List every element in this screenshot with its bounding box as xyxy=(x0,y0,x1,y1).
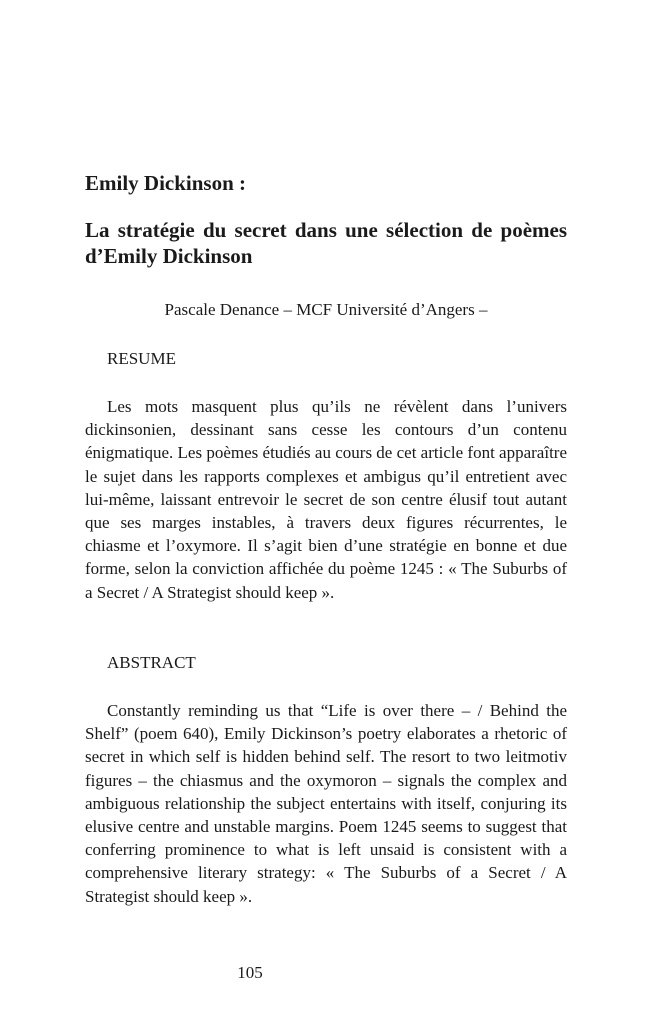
article-title: La stratégie du secret dans une sélection de poèmes d’Emily Dickinson xyxy=(85,218,567,268)
author-line: Pascale Denance – MCF Université d’Angers – xyxy=(164,300,488,319)
resume-paragraph: Les mots masquent plus qu’ils ne révèlent dans l’univers dickinsonien, dessinant sans cesse les contours d’un contenu énigmatique. Les poèmes étudiés au cours de cet article font apparaître le sujet dans les rapports complexes et ambigus qu’il entretient avec lui-même, laissant entrevoir le secret de son centre élusif tout autant que ses marges instables, à travers deux figures récurrentes, le chiasme et l’oxymore. Il s’agit bien d’une stratégie en bonne et due forme, selon la conviction affichée du poème 1245 : « The Suburbs of a Secret / A Strategist should keep ». xyxy=(85,397,567,602)
series-title: Emily Dickinson : xyxy=(85,171,247,195)
abstract-paragraph: Constantly reminding us that “Life is over there – / Behind the Shelf” (poem 640), Emily Dickinson’s poetry elaborates a rhetoric of secret in which self is hidden behind self. The resort to two leitmotiv figures – the chiasmus and the oxymoron – signals the complex and ambiguous relationship the subject entertains with itself, conjuring its elusive centre and unstable margins. Poem 1245 seems to suggest that conferring prominence to what is left unsaid is consistent with a comprehensive literary strategy: « The Suburbs of a Secret / A Strategist should keep ». xyxy=(85,701,567,906)
resume-heading: RESUME xyxy=(107,349,176,368)
abstract-heading: ABSTRACT xyxy=(107,653,196,672)
page-number: 105 xyxy=(237,963,263,982)
